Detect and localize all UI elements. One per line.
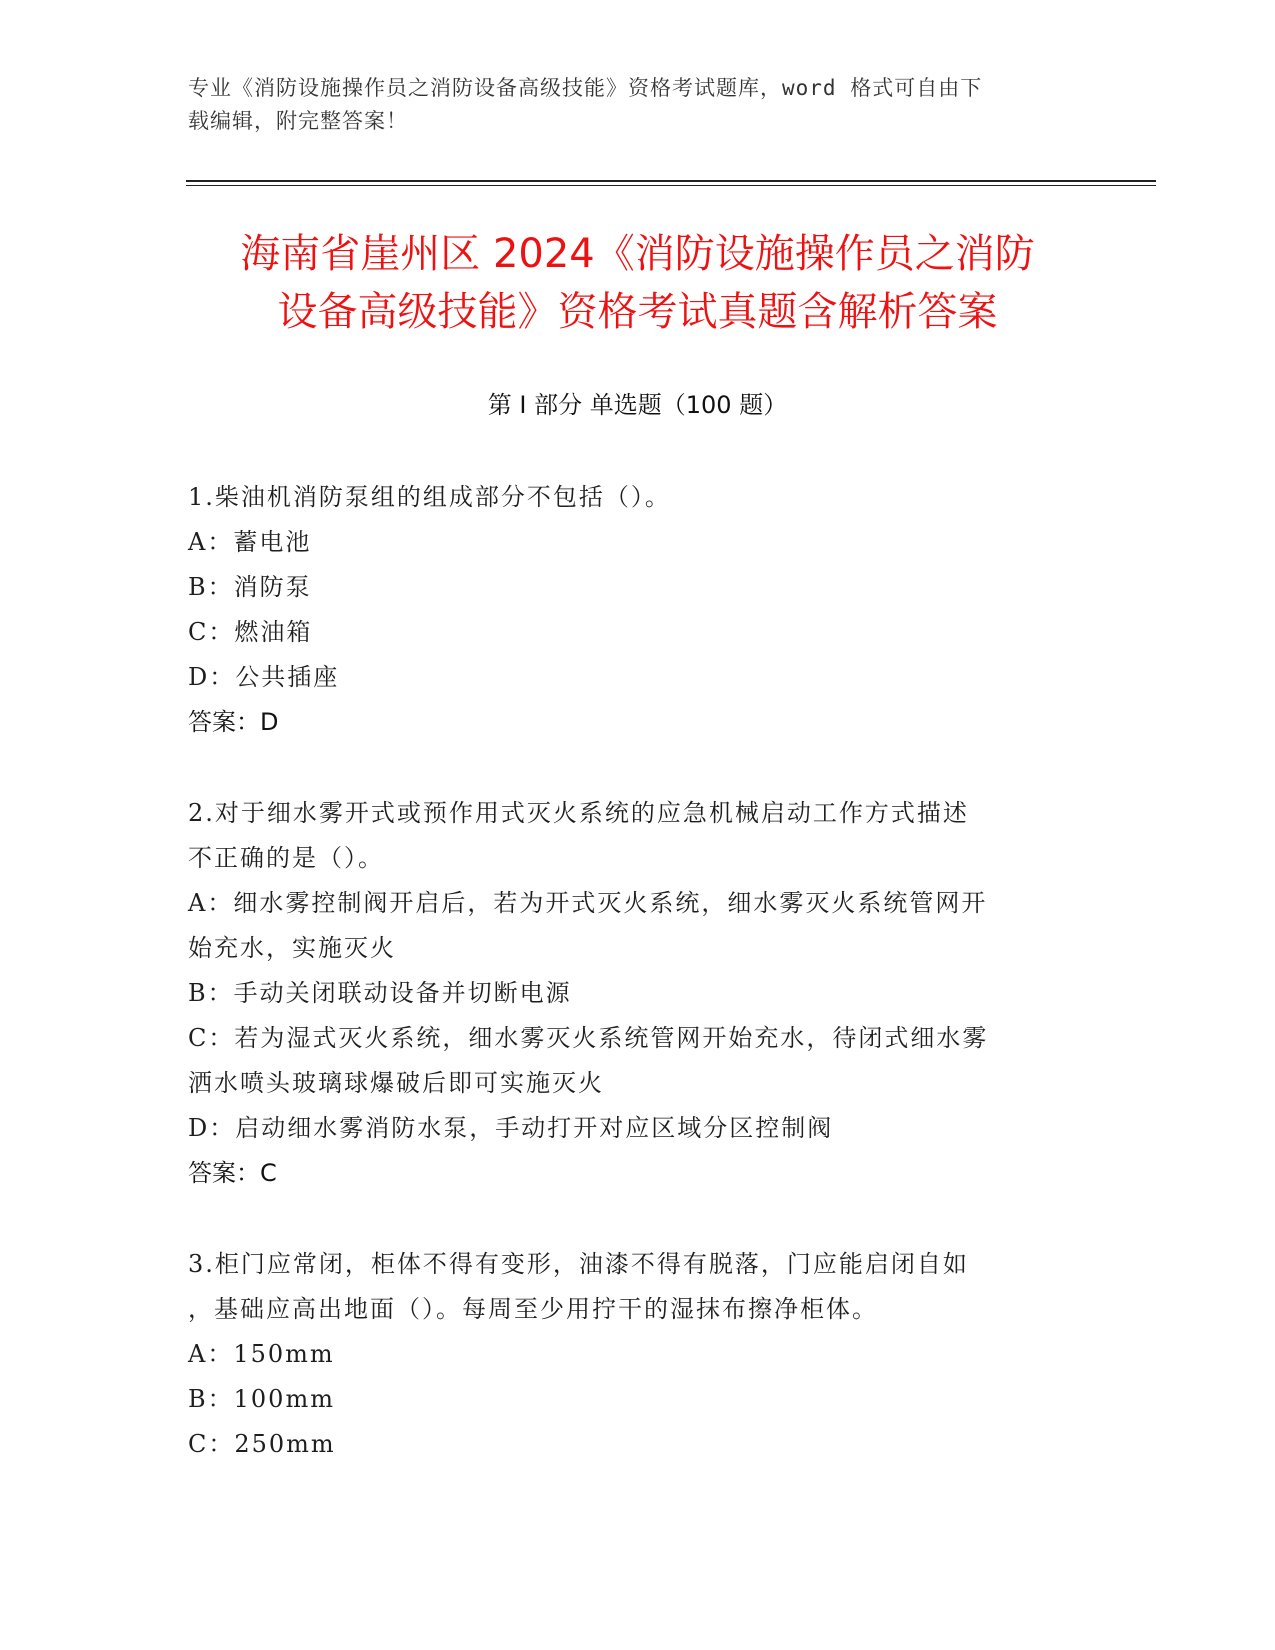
- option-b: B：手动关闭联动设备并切断电源: [188, 979, 572, 1007]
- question-stem: ，基础应高出地面（）。每周至少用拧干的湿抹布擦净柜体。: [188, 1295, 878, 1323]
- section-title: 第 I 部分 单选题（100 题）: [487, 391, 788, 419]
- question-stem: 3.柜门应常闭，柜体不得有变形，油漆不得有脱落，门应能启闭自如: [188, 1250, 969, 1278]
- question-item: [188, 475, 1078, 745]
- answer: 答案：C: [188, 1159, 277, 1187]
- answer: 答案：D: [188, 708, 279, 736]
- question-stem: 2.对于细水雾开式或预作用式灭火系统的应急机械启动工作方式描述: [188, 799, 969, 827]
- header-note-line: 载编辑，附完整答案！: [188, 109, 408, 133]
- option-c: C：若为湿式灭火系统，细水雾灭火系统管网开始充水，待闭式细水雾: [188, 1024, 989, 1052]
- option-b: B：消防泵: [188, 573, 312, 601]
- question-list: [188, 475, 1078, 1513]
- option-a: A：蓄电池: [188, 528, 312, 556]
- header-divider-thin: [186, 185, 1156, 186]
- document-title-line: 海南省崖州区 2024《消防设施操作员之消防: [240, 231, 1035, 277]
- option-a-cont: 始充水，实施灭火: [188, 934, 396, 962]
- option-c: C：250mm: [188, 1430, 336, 1458]
- option-b: B：100mm: [188, 1385, 335, 1413]
- question-item: [188, 791, 1078, 1196]
- header-divider: [186, 180, 1156, 182]
- option-d: D：公共插座: [188, 663, 340, 691]
- question-stem: 1.柴油机消防泵组的组成部分不包括（）。: [188, 483, 671, 511]
- option-a: A：150mm: [188, 1340, 335, 1368]
- question-item: [188, 1242, 1078, 1467]
- question-stem: 不正确的是（）。: [188, 844, 384, 872]
- option-c: C：燃油箱: [188, 618, 313, 646]
- option-d: D：启动细水雾消防水泵，手动打开对应区域分区控制阀: [188, 1114, 834, 1142]
- header-note-line: 专业《消防设施操作员之消防设备高级技能》资格考试题库，word 格式可自由下: [188, 76, 983, 100]
- document-title-line: 设备高级技能》资格考试真题含解析答案: [277, 289, 998, 335]
- document-title: [140, 225, 1135, 341]
- option-c-cont: 洒水喷头玻璃球爆破后即可实施灭火: [188, 1069, 604, 1097]
- header-note: [188, 72, 1068, 138]
- option-a: A：细水雾控制阀开启后，若为开式灭火系统，细水雾灭火系统管网开: [188, 889, 988, 917]
